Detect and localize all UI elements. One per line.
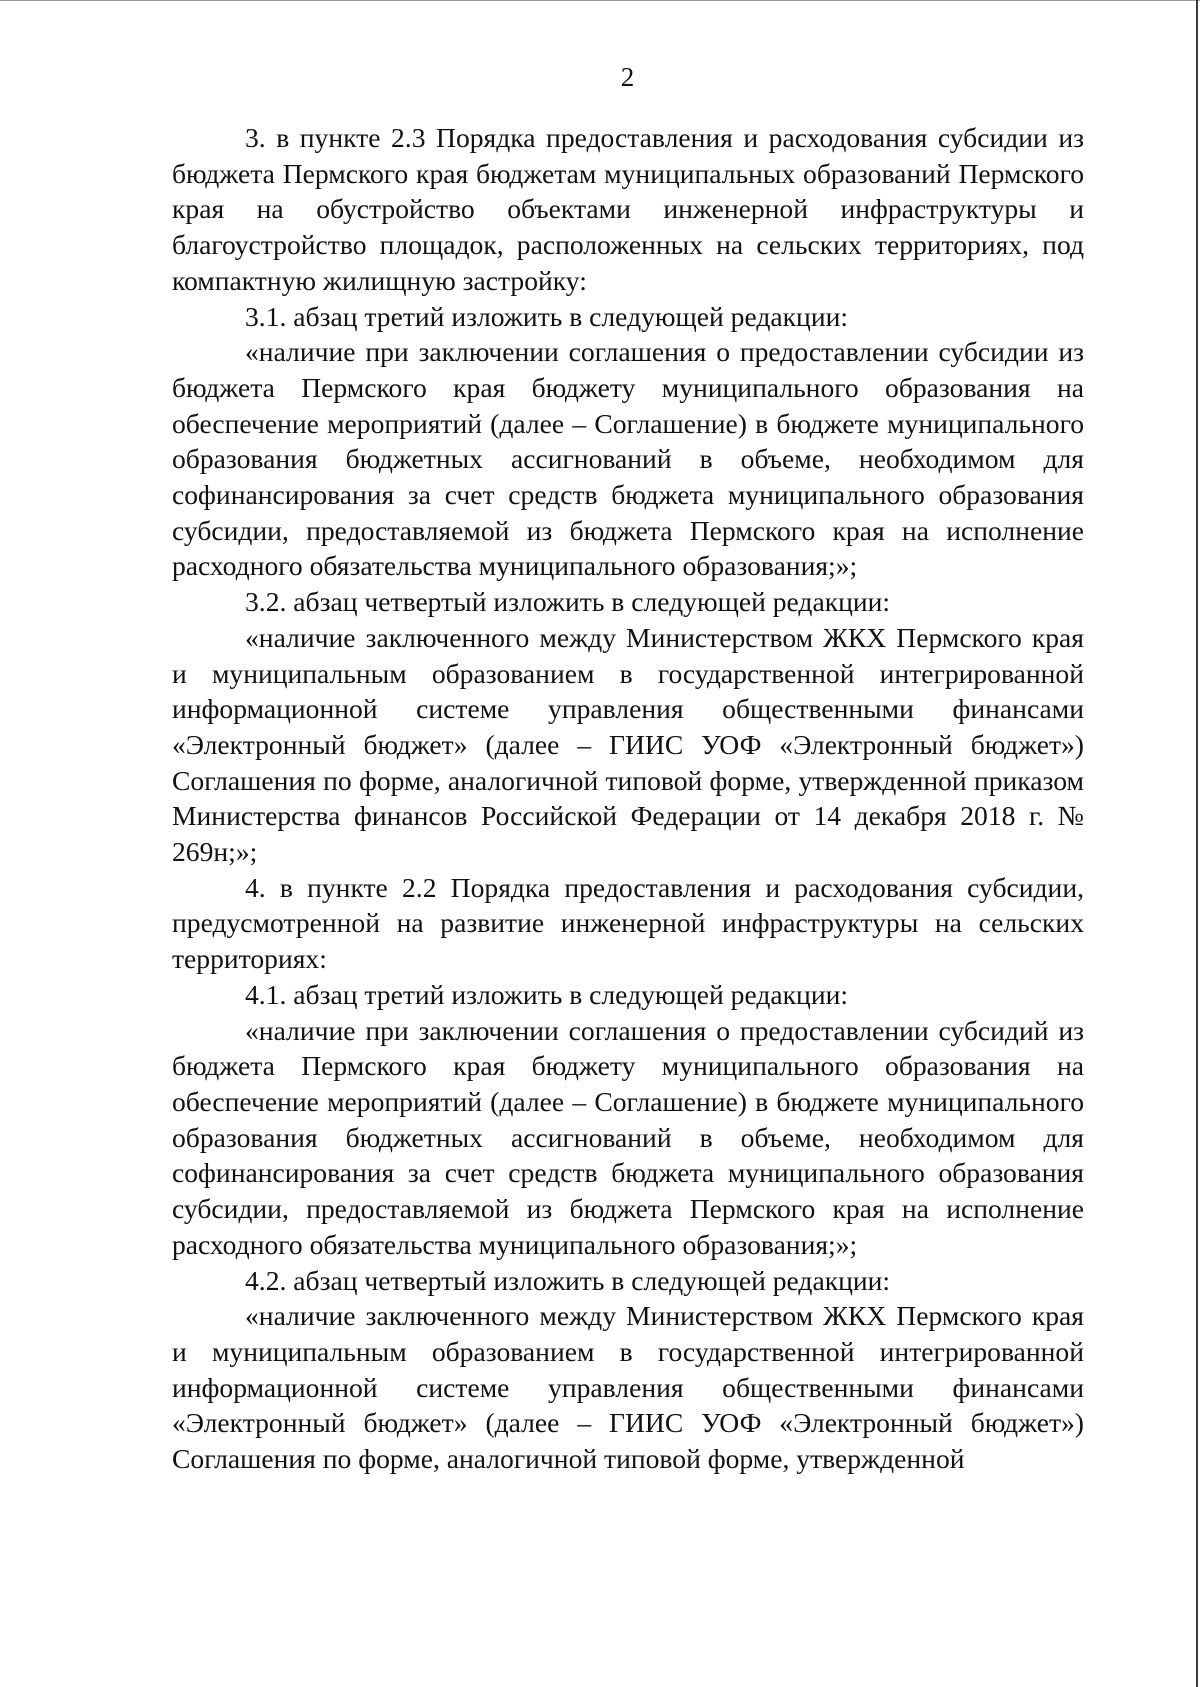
paragraph-item-4: 4. в пункте 2.2 Порядка предоставления и расходования субсидии, предусмотренной на развитие инженерной инфраструктуры на сельских территориях: — [172, 871, 1084, 975]
paragraph-subitem-3-1: 3.1. абзац третий изложить в следующей редакции: — [245, 300, 849, 332]
paragraph-quote-4-2: «наличие заключенного между Министерством ЖКХ Пермского края и муниципальным образованием в государственной интегрированной информационной системе управления общественными финансами «Электронный бюджет» (далее – ГИИС УОФ «Электронный бюджет») Соглашения по форме, аналогичной типовой форме, утвержденной — [172, 1300, 1084, 1475]
page-number: 2 — [620, 62, 635, 92]
paragraph-subitem-4-2: 4.2. абзац четвертый изложить в следующей редакции: — [245, 1264, 891, 1296]
paragraph-quote-3-2: «наличие заключенного между Министерством ЖКХ Пермского края и муниципальным образованием в государственной интегрированной информационной системе управления общественными финансами «Электронный бюджет» (далее – ГИИС УОФ «Электронный бюджет») Соглашения по форме, аналогичной типовой форме, утвержденной приказом Министерства финансов Российской Федерации от 14 декабря 2018 г. № 269н;»; — [172, 621, 1084, 868]
paragraph-subitem-4-1: 4.1. абзац третий изложить в следующей редакции: — [245, 978, 849, 1010]
scan-border-right — [1196, 0, 1198, 1687]
document-body — [172, 120, 1084, 1477]
paragraph-quote-3-1: «наличие при заключении соглашения о предоставлении субсидии из бюджета Пермского края бюджету муниципального образования на обеспечение мероприятий (далее – Соглашение) в бюджете муниципального образования бюджетных ассигнований в объеме, необходимом для софинансирования за счет средств бюджета муниципального образования субсидии, предоставляемой из бюджета Пермского края на исполнение расходного обязательства муниципального образования;»; — [172, 336, 1084, 582]
paragraph-quote-4-1: «наличие при заключении соглашения о предоставлении субсидий из бюджета Пермского края бюджету муниципального образования на обеспечение мероприятий (далее – Соглашение) в бюджете муниципального образования бюджетных ассигнований в объеме, необходимом для софинансирования за счет средств бюджета муниципального образования субсидии, предоставляемой из бюджета Пермского края на исполнение расходного обязательства муниципального образования;»; — [172, 1014, 1084, 1260]
paragraph-item-3: 3. в пункте 2.3 Порядка предоставления и расходования субсидии из бюджета Пермского края бюджетам муниципальных образований Пермского края на обустройство объектами инженерной инфраструктуры и благоустройство площадок, расположенных на сельских территориях, под компактную жилищную застройку: — [172, 122, 1084, 296]
paragraph-subitem-3-2: 3.2. абзац четвертый изложить в следующей редакции: — [245, 586, 891, 618]
scan-border-top — [0, 0, 1200, 1]
